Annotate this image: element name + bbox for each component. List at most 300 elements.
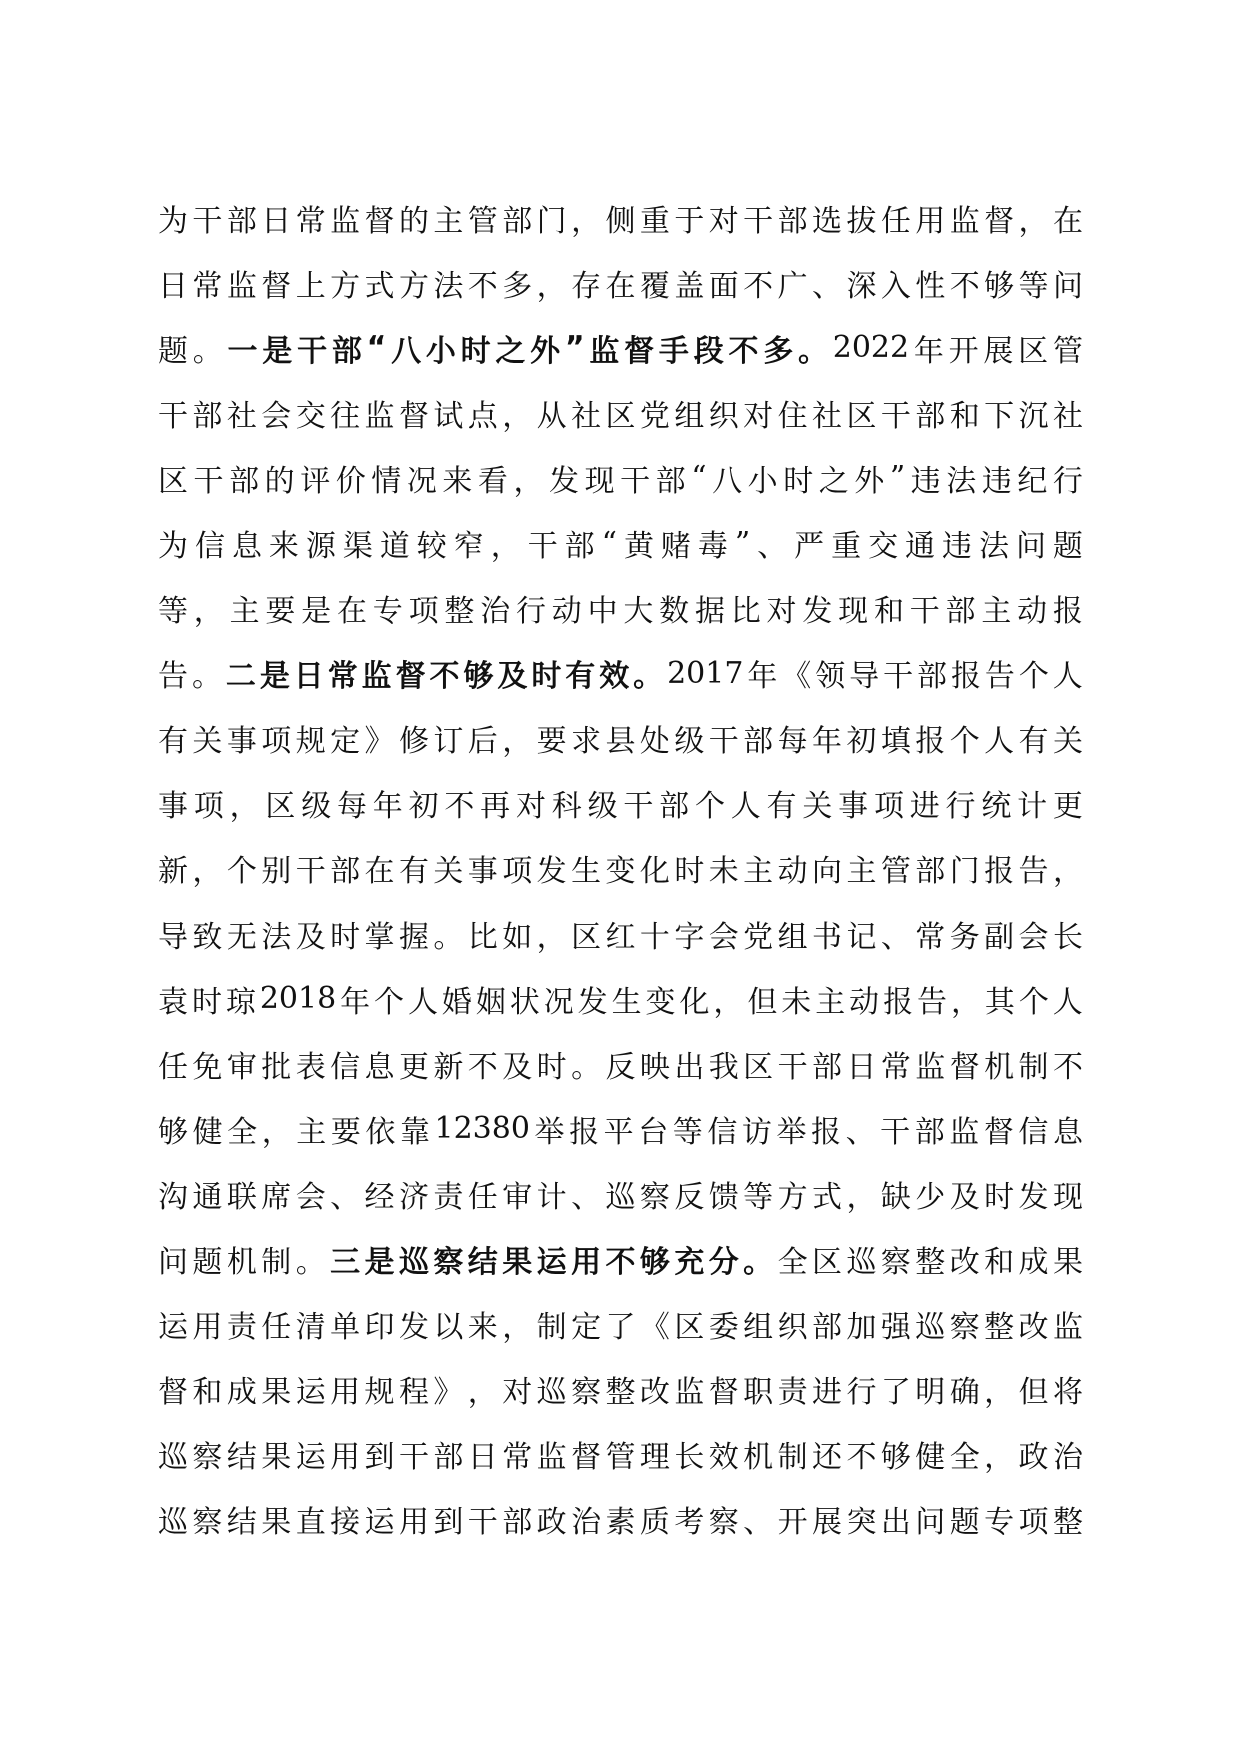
text-glyph: 较 — [416, 529, 447, 565]
text-glyph: 掌 — [364, 919, 395, 955]
text-glyph: 息 — [364, 1049, 395, 1085]
text-glyph: 察 — [192, 1505, 223, 1541]
text-glyph: 现 — [1052, 1179, 1083, 1215]
bold-text-glyph: 。 — [797, 333, 828, 369]
bold-text-glyph: 是 — [262, 333, 293, 369]
text-glyph: 用 — [330, 1440, 361, 1476]
text-glyph: 方 — [398, 268, 429, 304]
text-glyph: 监 — [226, 268, 257, 304]
text-glyph: 我 — [708, 1049, 739, 1085]
bold-text-glyph: 运 — [536, 1245, 567, 1281]
bold-text-glyph: 不 — [605, 1245, 636, 1281]
text-glyph: 告 — [984, 659, 1015, 695]
text-glyph: ” — [889, 460, 906, 496]
text-glyph: 息 — [1052, 1114, 1083, 1150]
text-glyph: 报 — [950, 659, 981, 695]
text-glyph: 对 — [502, 1375, 533, 1411]
text-glyph: 每 — [777, 724, 808, 760]
text-glyph: 制 — [1018, 1049, 1049, 1085]
text-glyph: 察 — [880, 1245, 911, 1281]
text-glyph: 未 — [708, 854, 739, 890]
text-glyph: 督 — [984, 203, 1015, 239]
text-glyph: 整 — [984, 1310, 1015, 1346]
bold-text-glyph: 督 — [624, 333, 655, 369]
text-line — [158, 250, 1083, 315]
text-glyph: 专 — [984, 1505, 1015, 1541]
text-glyph: 织 — [777, 1310, 808, 1346]
text-glyph: 管 — [880, 854, 911, 890]
text-glyph: 发 — [398, 1310, 429, 1346]
text-glyph: 对 — [515, 789, 546, 825]
text-glyph: 责 — [433, 1179, 464, 1215]
text-glyph: ， — [1052, 854, 1083, 890]
text-glyph: 纪 — [1017, 463, 1048, 499]
text-glyph: 部 — [777, 203, 808, 239]
text-glyph: 不 — [467, 268, 498, 304]
text-glyph: 方 — [330, 268, 361, 304]
text-glyph: 定 — [330, 724, 361, 760]
text-glyph: 面 — [708, 268, 739, 304]
text-glyph: 更 — [398, 1049, 429, 1085]
text-glyph: 部 — [433, 1440, 464, 1476]
text-glyph: 主 — [846, 854, 877, 890]
text-glyph: 到 — [364, 1440, 395, 1476]
bold-text-glyph: 监 — [361, 659, 392, 695]
text-glyph: 、 — [757, 529, 788, 565]
text-glyph: 报 — [811, 1114, 841, 1150]
text-glyph: 违 — [910, 463, 941, 499]
text-glyph: 台 — [638, 1114, 669, 1150]
text-glyph: 多 — [502, 268, 533, 304]
text-glyph: 盖 — [674, 268, 705, 304]
text-glyph: 用 — [398, 1505, 429, 1541]
text-glyph: 访 — [741, 1114, 772, 1150]
text-glyph: 不 — [467, 1049, 498, 1085]
text-glyph: 干 — [880, 1114, 911, 1150]
text-glyph: 任 — [158, 1049, 188, 1085]
text-glyph: 重 — [831, 529, 862, 565]
text-glyph: 大 — [623, 594, 654, 630]
text-glyph: 法 — [261, 919, 292, 955]
text-glyph: 整 — [1052, 1505, 1083, 1541]
bold-text-glyph: 八 — [391, 333, 422, 369]
text-glyph: 情 — [371, 463, 402, 499]
text-glyph: 社 — [1052, 398, 1083, 434]
text-glyph: 人 — [730, 789, 761, 825]
text-glyph: ， — [513, 463, 544, 499]
text-glyph: 全 — [227, 1114, 258, 1150]
text-glyph: 巡 — [605, 1179, 636, 1215]
text-glyph: 红 — [605, 919, 636, 955]
text-glyph: 事 — [226, 724, 257, 760]
text-line — [158, 315, 1083, 380]
text-glyph: 、 — [880, 919, 911, 955]
text-glyph: ， — [502, 724, 533, 760]
bold-text-glyph: 不 — [429, 659, 460, 695]
text-glyph: 信 — [330, 1049, 361, 1085]
text-line — [158, 1161, 1083, 1226]
text-glyph: 现 — [838, 594, 869, 630]
text-glyph: 察 — [192, 1440, 223, 1476]
text-glyph: 计 — [536, 1179, 567, 1215]
text-glyph: 评 — [300, 463, 331, 499]
text-glyph: 深 — [846, 268, 877, 304]
text-glyph: 等 — [743, 1179, 774, 1215]
text-glyph: 织 — [708, 398, 739, 434]
text-glyph: 订 — [433, 724, 464, 760]
text-glyph: 时 — [783, 463, 814, 499]
text-glyph: 问 — [915, 1505, 946, 1541]
text-glyph: 拔 — [846, 203, 877, 239]
text-glyph: 报 — [569, 1114, 600, 1150]
text-glyph: 每 — [336, 789, 367, 825]
bold-text-glyph: 二 — [225, 659, 256, 695]
text-glyph: 关 — [802, 789, 833, 825]
bold-text-glyph: 是 — [259, 659, 290, 695]
text-glyph: 项 — [261, 724, 292, 760]
bold-text-glyph: “ — [366, 330, 387, 366]
text-glyph: 琼 — [225, 984, 256, 1020]
bold-text-glyph: 常 — [327, 659, 358, 695]
text-glyph: 新 — [158, 854, 188, 890]
text-glyph: 常 — [295, 203, 326, 239]
text-glyph: 干 — [467, 1505, 498, 1541]
text-glyph: ， — [192, 854, 223, 890]
text-glyph: 窄 — [453, 529, 484, 565]
text-glyph: 时 — [191, 984, 222, 1020]
text-glyph: 干 — [295, 854, 326, 890]
text-glyph: 区 — [674, 1310, 705, 1346]
text-glyph: 干 — [883, 659, 914, 695]
text-glyph: 科 — [551, 789, 582, 825]
text-glyph: 项 — [408, 594, 439, 630]
text-glyph: 向 — [812, 854, 843, 890]
text-glyph: 任 — [880, 203, 911, 239]
text-glyph: 反 — [674, 1179, 705, 1215]
text-glyph: 通 — [192, 1179, 223, 1215]
text-glyph: 免 — [192, 1049, 223, 1085]
text-glyph: 区 — [1018, 333, 1049, 369]
text-line — [158, 771, 1083, 836]
bold-text-glyph: 日 — [293, 659, 324, 695]
text-line — [158, 901, 1083, 966]
text-glyph: 靠 — [399, 1114, 430, 1150]
text-glyph: 级 — [674, 724, 705, 760]
text-glyph: 、 — [812, 268, 843, 304]
text-glyph: 领 — [815, 659, 846, 695]
text-glyph: 察 — [949, 1310, 980, 1346]
text-glyph: 干 — [909, 594, 940, 630]
text-glyph: 式 — [364, 268, 395, 304]
text-glyph: 主 — [433, 203, 464, 239]
text-glyph: 规 — [295, 724, 326, 760]
text-glyph: 了 — [880, 1375, 911, 1411]
text-glyph: 行 — [1052, 463, 1083, 499]
text-glyph: 项 — [502, 854, 533, 890]
text-glyph: 重 — [639, 203, 670, 239]
text-glyph: 席 — [261, 1179, 292, 1215]
text-glyph: 部 — [502, 203, 533, 239]
text-glyph: 效 — [708, 1440, 739, 1476]
text-glyph: 直 — [295, 1505, 326, 1541]
bold-text-glyph: 不 — [728, 333, 759, 369]
text-glyph: 会 — [1018, 919, 1049, 955]
text-glyph: 发 — [577, 984, 608, 1020]
text-glyph: 干 — [743, 203, 774, 239]
bold-text-glyph: 够 — [463, 659, 494, 695]
text-glyph: 初 — [408, 789, 439, 825]
text-glyph: 整 — [605, 1375, 636, 1411]
text-glyph: 区 — [605, 398, 636, 434]
text-glyph: 选 — [812, 203, 843, 239]
text-glyph: 年 — [340, 984, 371, 1020]
text-glyph: 沉 — [1018, 398, 1049, 434]
text-glyph: 有 — [766, 789, 797, 825]
bold-text-glyph: 分 — [708, 1245, 739, 1281]
bold-text-glyph: 效 — [599, 659, 630, 695]
text-glyph: ， — [467, 1375, 498, 1411]
text-glyph: 用 — [330, 1375, 361, 1411]
text-glyph: 及 — [949, 1179, 980, 1215]
text-glyph: 在 — [364, 854, 395, 890]
text-glyph: 事 — [467, 854, 498, 890]
text-glyph: 交 — [868, 529, 899, 565]
text-glyph: 干 — [620, 463, 651, 499]
text-glyph: ， — [571, 203, 602, 239]
text-glyph: 干 — [708, 724, 739, 760]
text-glyph: 够 — [158, 1114, 188, 1150]
text-glyph: 》 — [433, 1375, 464, 1411]
text-glyph: 改 — [1018, 1310, 1049, 1346]
text-glyph: 制 — [261, 1245, 292, 1281]
text-glyph: 来 — [268, 529, 299, 565]
text-glyph: 部 — [812, 1049, 843, 1085]
text-glyph: ， — [490, 529, 521, 565]
text-glyph: 了 — [605, 1310, 636, 1346]
text-glyph: 中 — [587, 594, 618, 630]
text-glyph: 和 — [873, 594, 904, 630]
text-glyph: 和 — [192, 1375, 223, 1411]
text-glyph: 表 — [295, 1049, 326, 1085]
text-glyph: 试 — [433, 398, 464, 434]
text-glyph: 常 — [192, 268, 223, 304]
text-line — [158, 1227, 1083, 1292]
text-glyph: 2022 — [832, 330, 910, 366]
text-glyph: 日 — [261, 203, 292, 239]
text-glyph: 展 — [983, 333, 1014, 369]
text-glyph: 在 — [1052, 203, 1083, 239]
text-glyph: 理 — [639, 1440, 670, 1476]
text-glyph: 部 — [917, 659, 948, 695]
text-glyph: 制 — [536, 1310, 567, 1346]
text-glyph: 更 — [1052, 789, 1083, 825]
text-glyph: 问 — [158, 1245, 188, 1281]
text-line — [158, 1487, 1083, 1552]
text-glyph: 督 — [571, 1440, 602, 1476]
text-glyph: 监 — [949, 203, 980, 239]
text-glyph: 未 — [781, 984, 812, 1020]
text-glyph: 息 — [231, 529, 262, 565]
text-glyph: 职 — [743, 1375, 774, 1411]
text-glyph: 行 — [945, 789, 976, 825]
text-glyph: 出 — [674, 1049, 705, 1085]
text-glyph: 项 — [873, 789, 904, 825]
text-glyph: 题 — [158, 333, 188, 369]
text-glyph: 上 — [295, 268, 326, 304]
text-glyph: 2018 — [259, 981, 337, 1017]
text-glyph: ， — [713, 984, 744, 1020]
text-glyph: 在 — [336, 594, 367, 630]
text-glyph: 《 — [781, 659, 812, 695]
text-glyph: 清 — [295, 1310, 326, 1346]
text-glyph: 题 — [1052, 529, 1083, 565]
text-glyph: 果 — [261, 1375, 292, 1411]
text-line — [158, 185, 1083, 250]
text-glyph: 映 — [639, 1049, 670, 1085]
text-glyph: 健 — [192, 1114, 223, 1150]
text-glyph: 下 — [984, 398, 1015, 434]
bold-text-glyph: 用 — [571, 1245, 602, 1281]
text-glyph: 年 — [372, 789, 403, 825]
text-glyph: 看 — [477, 463, 508, 499]
text-glyph: 填 — [880, 724, 911, 760]
text-glyph: 动 — [777, 854, 808, 890]
text-glyph: 缺 — [880, 1179, 911, 1215]
text-glyph: 部 — [915, 854, 946, 890]
text-glyph: 突 — [846, 1505, 877, 1541]
text-glyph: 果 — [261, 1440, 292, 1476]
text-glyph: 将 — [1052, 1375, 1083, 1411]
text-glyph: ” — [734, 525, 751, 561]
bold-text-glyph: 手 — [658, 333, 689, 369]
text-line — [158, 641, 1083, 706]
text-glyph: 项 — [1018, 1505, 1049, 1541]
text-glyph: 结 — [226, 1505, 257, 1541]
text-glyph: 、 — [330, 1179, 361, 1215]
text-glyph: 够 — [880, 1440, 911, 1476]
text-glyph: 到 — [433, 1505, 464, 1541]
text-glyph: 动 — [849, 984, 880, 1020]
text-glyph: 部 — [330, 854, 361, 890]
text-glyph: 要 — [330, 1114, 361, 1150]
text-glyph: 干 — [880, 398, 911, 434]
text-glyph: 人 — [984, 724, 1015, 760]
text-glyph: ， — [950, 984, 981, 1020]
text-glyph: 常 — [915, 919, 946, 955]
text-glyph: 动 — [1017, 594, 1048, 630]
text-glyph: 明 — [915, 1375, 946, 1411]
text-glyph: 发 — [536, 854, 567, 890]
text-glyph: 部 — [564, 529, 595, 565]
text-glyph: 式 — [812, 1179, 843, 1215]
text-glyph: 性 — [915, 268, 946, 304]
text-glyph: 举 — [776, 1114, 807, 1150]
text-line — [158, 510, 1083, 575]
text-glyph: 法 — [433, 268, 464, 304]
text-glyph: 况 — [406, 463, 437, 499]
text-glyph: 常 — [880, 1049, 911, 1085]
text-glyph: 源 — [305, 529, 336, 565]
text-glyph: 区 — [743, 1049, 774, 1085]
text-glyph: 《 — [639, 1310, 670, 1346]
text-glyph: 方 — [777, 1179, 808, 1215]
text-glyph: 和 — [949, 398, 980, 434]
text-glyph: 初 — [846, 724, 877, 760]
text-glyph: 主 — [815, 984, 846, 1020]
text-glyph: 质 — [639, 1505, 670, 1541]
text-glyph: 部 — [743, 724, 774, 760]
text-glyph: 》 — [364, 724, 395, 760]
bold-text-glyph: 果 — [502, 1245, 533, 1281]
text-glyph: 为 — [158, 203, 188, 239]
text-line — [158, 706, 1083, 771]
text-glyph: 的 — [264, 463, 295, 499]
text-glyph: 信 — [1018, 1114, 1049, 1150]
text-glyph: 部 — [226, 203, 257, 239]
text-glyph: 。 — [433, 919, 464, 955]
text-glyph: 的 — [398, 203, 429, 239]
text-glyph: 12380 — [434, 1111, 530, 1147]
text-glyph: 新 — [433, 1049, 464, 1085]
text-glyph: 题 — [192, 1245, 223, 1281]
text-glyph: 全 — [777, 1245, 808, 1281]
text-glyph: 年 — [747, 659, 778, 695]
text-glyph: 但 — [1018, 1375, 1049, 1411]
text-glyph: 监 — [330, 203, 361, 239]
bold-text-glyph: 干 — [297, 333, 328, 369]
text-glyph: 督 — [158, 1375, 188, 1411]
text-glyph: ， — [984, 1440, 1015, 1476]
text-glyph: 交 — [295, 398, 326, 434]
text-glyph: 违 — [981, 463, 1012, 499]
text-glyph: 组 — [777, 919, 808, 955]
text-glyph: 巡 — [158, 1505, 188, 1541]
text-glyph: 长 — [1052, 919, 1083, 955]
text-glyph: 政 — [1018, 1440, 1049, 1476]
text-glyph: 运 — [364, 1505, 395, 1541]
text-glyph: 察 — [571, 1375, 602, 1411]
text-glyph: 。 — [191, 659, 222, 695]
text-glyph: “ — [691, 460, 707, 496]
text-glyph: 修 — [398, 724, 429, 760]
text-glyph: 对 — [743, 398, 774, 434]
text-glyph: 人 — [407, 984, 438, 1020]
text-glyph: 和 — [984, 1245, 1015, 1281]
text-glyph: 县 — [605, 724, 636, 760]
text-glyph: 督 — [949, 1049, 980, 1085]
text-glyph: 区 — [265, 789, 296, 825]
text-glyph: 如 — [502, 919, 533, 955]
text-glyph: ， — [229, 789, 260, 825]
text-glyph: 责 — [226, 1310, 257, 1346]
text-glyph: 批 — [261, 1049, 292, 1085]
text-glyph: 外 — [854, 463, 885, 499]
text-glyph: 点 — [467, 398, 498, 434]
text-glyph: 状 — [509, 984, 540, 1020]
bold-text-glyph: 三 — [330, 1245, 361, 1281]
text-glyph: 巡 — [915, 1310, 946, 1346]
text-glyph: ， — [536, 919, 567, 955]
text-glyph: 干 — [527, 529, 558, 565]
bold-text-glyph: 。 — [633, 659, 664, 695]
text-glyph: 机 — [743, 1440, 774, 1476]
text-glyph: 致 — [192, 919, 223, 955]
text-glyph: 关 — [192, 724, 223, 760]
text-glyph: 及 — [502, 1049, 533, 1085]
text-glyph: 报 — [915, 724, 946, 760]
text-glyph: 单 — [330, 1310, 361, 1346]
text-glyph: 报 — [1052, 594, 1083, 630]
